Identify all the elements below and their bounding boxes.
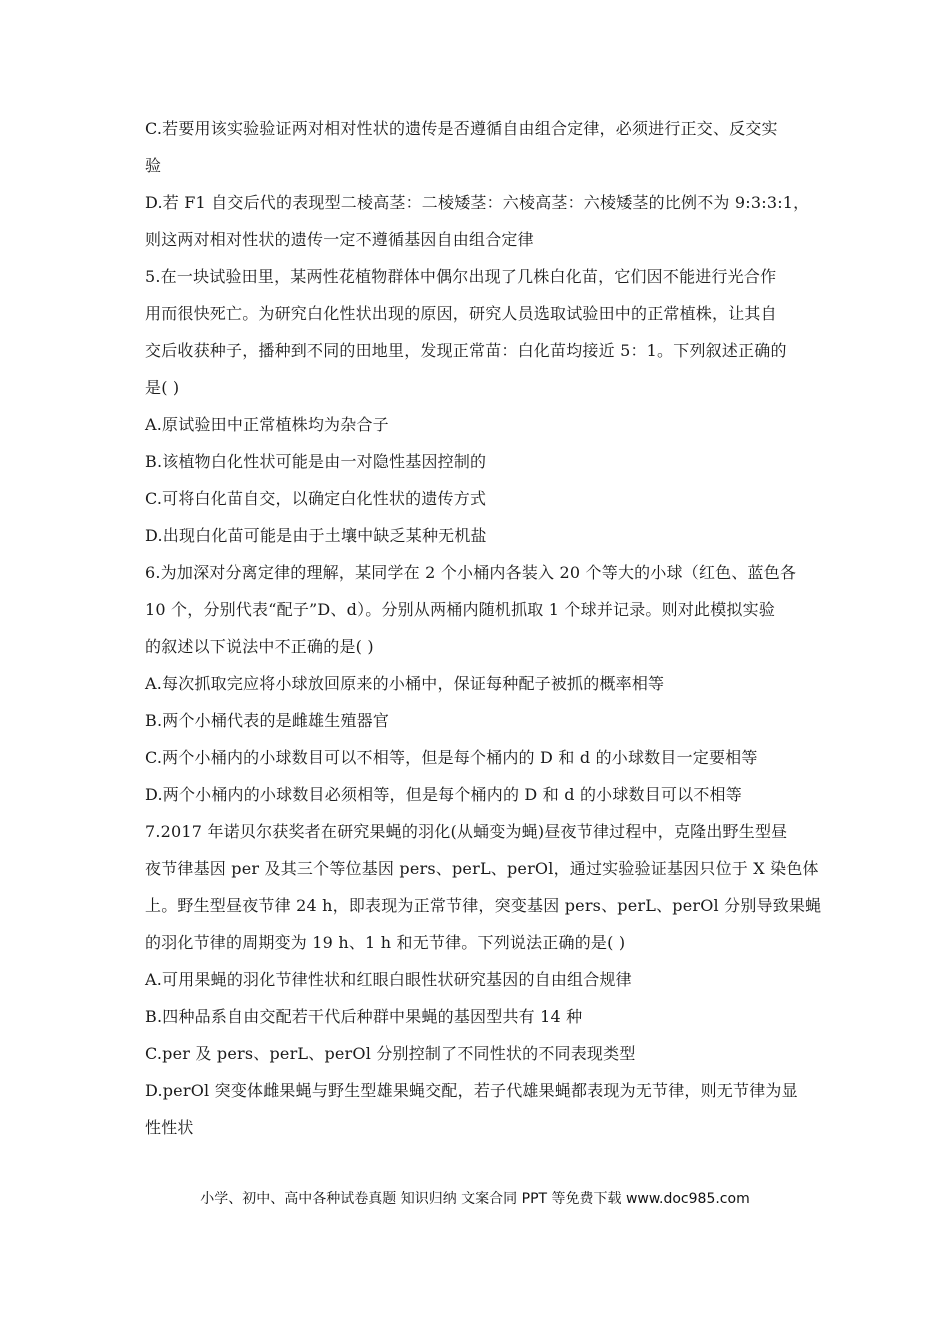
text-line: 的叙述以下说法中不正确的是( ) xyxy=(145,637,374,656)
text-line: D.两个小桶内的小球数目必须相等，但是每个桶内的 D 和 d 的小球数目可以不相等 xyxy=(145,785,742,804)
text-line: 的羽化节律的周期变为 19 h、1 h 和无节律。下列说法正确的是( ) xyxy=(145,933,626,952)
text-line: B.两个小桶代表的是雌雄生殖器官 xyxy=(145,711,390,730)
text-line: 7.2017 年诺贝尔获奖者在研究果蝇的羽化(从蛹变为蝇)昼夜节律过程中，克隆出野生型昼 xyxy=(145,822,788,841)
text-line: C.可将白化苗自交，以确定白化性状的遗传方式 xyxy=(145,489,487,508)
text-line: A.每次抓取完应将小球放回原来的小桶中，保证每种配子被抓的概率相等 xyxy=(145,674,665,693)
text-line: D.若 F1 自交后代的表现型二棱高茎：二棱矮茎：六棱高茎：六棱矮茎的比例不为 9:3:3:1， xyxy=(145,193,810,212)
question-text xyxy=(145,110,822,1146)
text-line: C.两个小桶内的小球数目可以不相等，但是每个桶内的 D 和 d 的小球数目一定要相等 xyxy=(145,748,758,767)
text-line: 10 个，分别代表“配子”D、d）。分别从两桶内随机抓取 1 个球并记录。则对此模拟实验 xyxy=(145,600,776,619)
text-line: C.per 及 pers、perL、perOl 分别控制了不同性状的不同表现类型 xyxy=(145,1044,636,1063)
text-line: A.原试验田中正常植株均为杂合子 xyxy=(145,415,389,434)
text-line: B.四种品系自由交配若干代后种群中果蝇的基因型共有 14 种 xyxy=(145,1007,583,1026)
text-line: 上。野生型昼夜节律 24 h，即表现为正常节律，突变基因 pers、perL、perOl 分别导致果蝇 xyxy=(145,896,822,915)
text-line: 是( ) xyxy=(145,378,180,397)
text-line: 验 xyxy=(145,156,162,175)
text-line: 用而很快死亡。为研究白化性状出现的原因，研究人员选取试验田中的正常植株，让其自 xyxy=(145,304,777,323)
text-line: A.可用果蝇的羽化节律性状和红眼白眼性状研究基因的自由组合规律 xyxy=(145,970,632,989)
text-line: 5.在一块试验田里，某两性花植物群体中偶尔出现了几株白化苗，它们因不能进行光合作 xyxy=(145,267,777,286)
text-line: D.perOl 突变体雌果蝇与野生型雄果蝇交配，若子代雄果蝇都表现为无节律，则无节律为显 xyxy=(145,1081,798,1100)
text-line: D.出现白化苗可能是由于土壤中缺乏某种无机盐 xyxy=(145,526,487,545)
text-line: C.若要用该实验验证两对相对性状的遗传是否遵循自由组合定律，必须进行正交、反交实 xyxy=(145,119,778,138)
text-line: B.该植物白化性状可能是由一对隐性基因控制的 xyxy=(145,452,487,471)
page-footer: 小学、初中、高中各种试卷真题 知识归纳 文案合同 PPT 等免费下载 www.doc985.com xyxy=(200,1191,750,1207)
text-line: 性性状 xyxy=(145,1118,194,1137)
text-line: 6.为加深对分离定律的理解，某同学在 2 个小桶内各装入 20 个等大的小球（红色、蓝色各 xyxy=(145,563,797,582)
text-line: 则这两对相对性状的遗传一定不遵循基因自由组合定律 xyxy=(145,230,534,249)
text-line: 交后收获种子，播种到不同的田地里，发现正常苗：白化苗均接近 5：1。下列叙述正确的 xyxy=(145,341,787,360)
text-line: 夜节律基因 per 及其三个等位基因 pers、perL、perOl，通过实验验证基因只位于 X 染色体 xyxy=(145,859,819,878)
